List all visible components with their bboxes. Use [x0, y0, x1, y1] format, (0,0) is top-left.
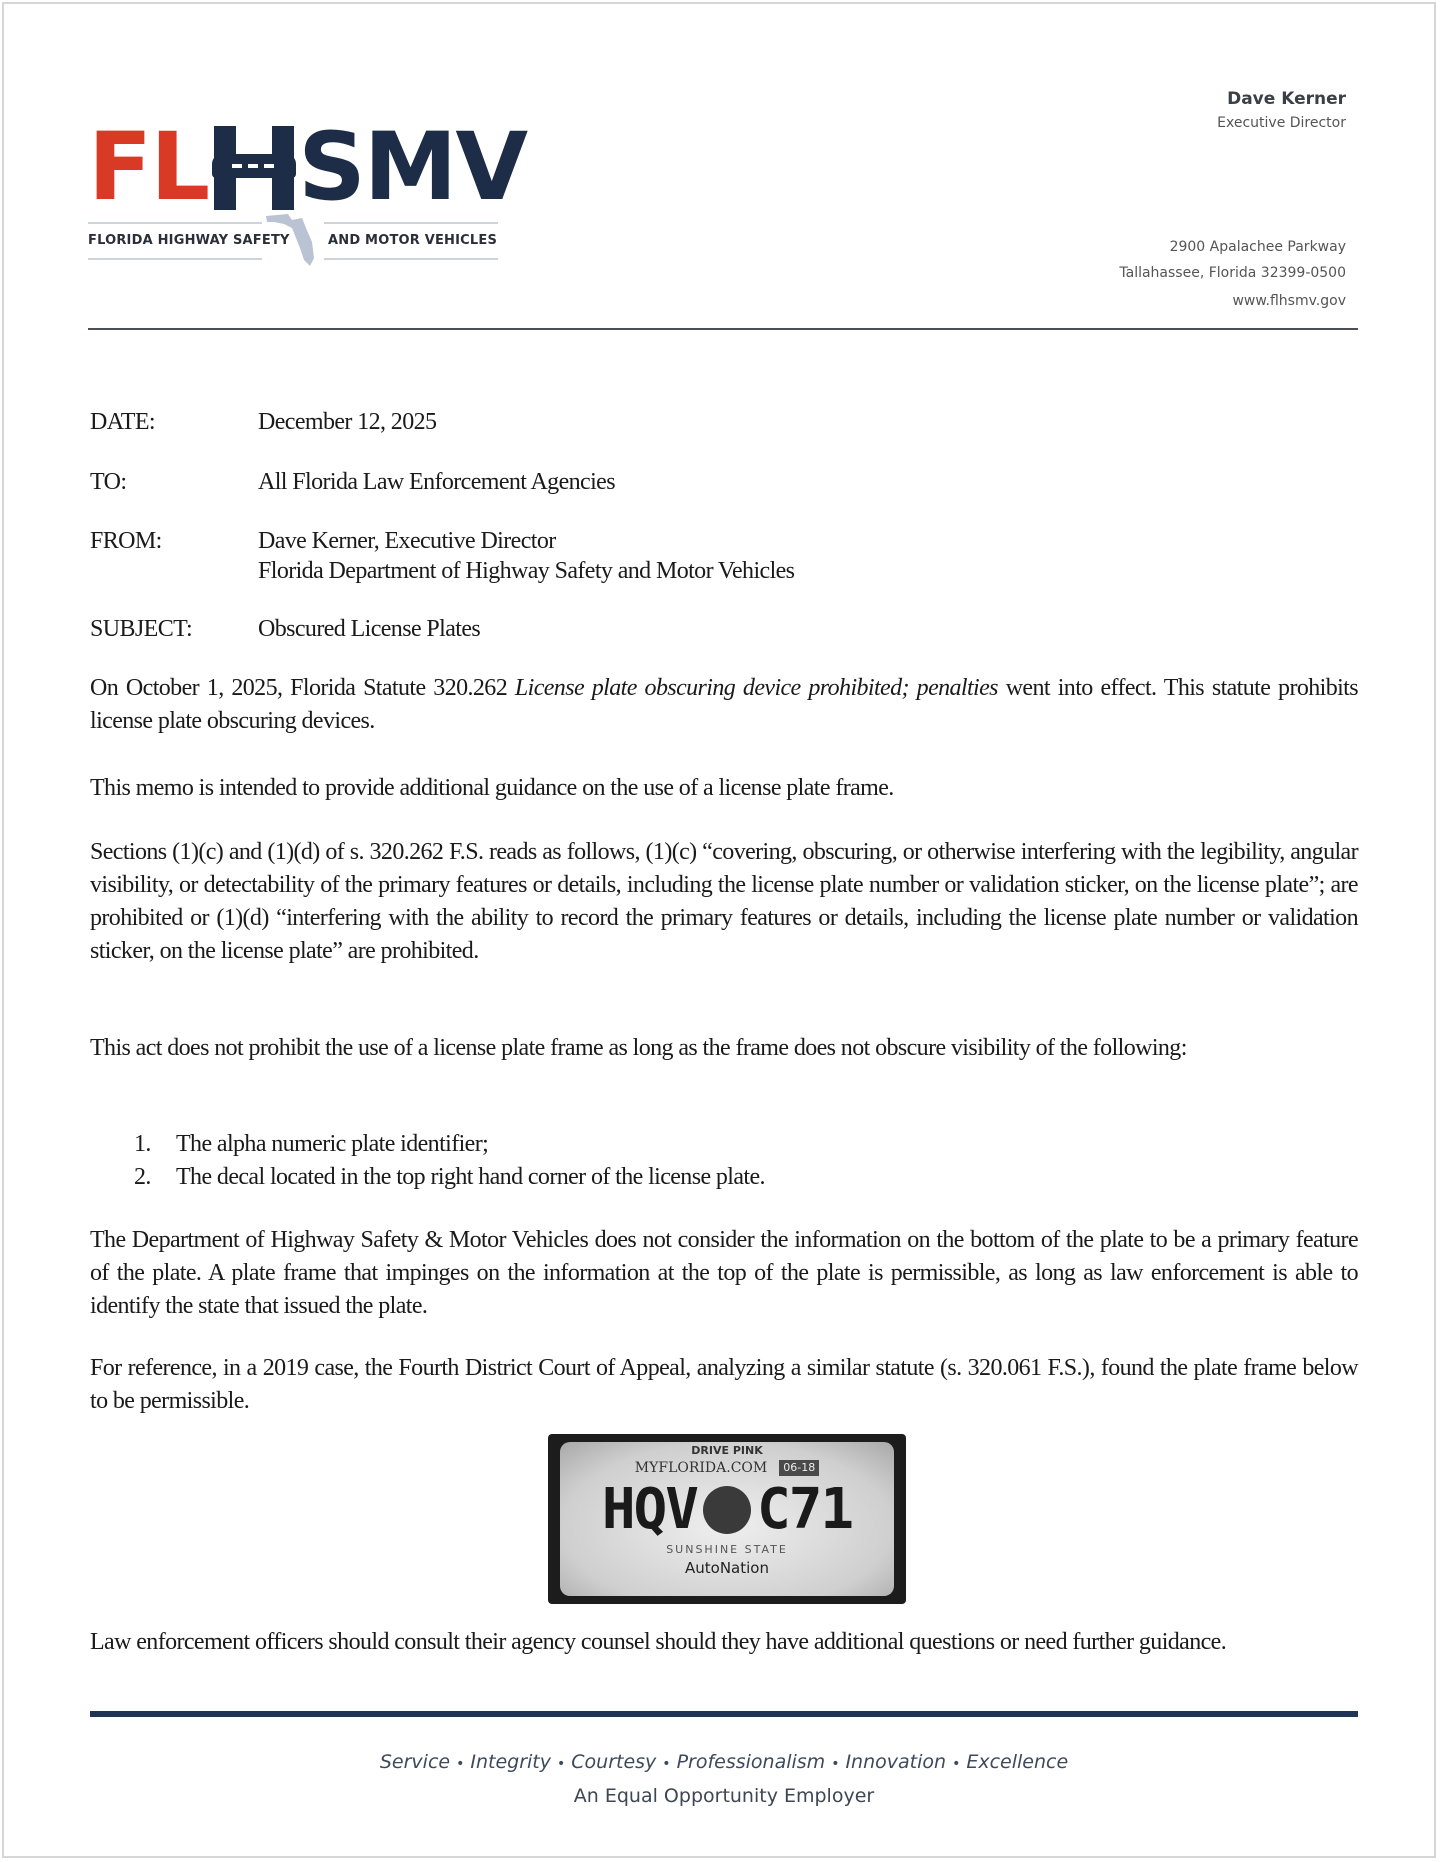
plate-number-left: HQV [601, 1477, 697, 1542]
plate-number-right: C71 [757, 1477, 853, 1542]
core-values [4, 1750, 1440, 1776]
bullet-separator: • [662, 1756, 671, 1772]
core-value-integrity: Integrity [470, 1751, 551, 1773]
bullet-separator: • [557, 1756, 566, 1772]
director-name: Dave Kerner [1227, 89, 1346, 109]
core-value-service: Service [379, 1751, 451, 1773]
address-line-1: 2900 Apalachee Parkway [1169, 239, 1346, 255]
logo-letters-fl: FL [88, 113, 209, 222]
list-number: 2. [134, 1164, 151, 1190]
paragraph-frame-allowed: This act does not prohibit the use of a license plate frame as long as the frame does not obscure visibility of the following: [90, 1035, 1187, 1061]
subject-value: Obscured License Plates [258, 616, 481, 642]
paragraph-purpose: This memo is intended to provide additional guidance on the use of a license plate frame. [90, 775, 894, 801]
paragraph-text: On October 1, 2025, Florida Statute 320.262 [90, 675, 515, 701]
list-item [134, 1128, 765, 1161]
logo-subtitle-right: AND MOTOR VEHICLES [328, 233, 498, 248]
logo-highway-h-icon [214, 126, 294, 210]
statute-title: License plate obscuring device prohibited; penalties [514, 675, 998, 701]
core-value-professionalism: Professionalism [676, 1751, 826, 1773]
bullet-separator: • [456, 1756, 465, 1772]
from-value-line-2: Florida Department of Highway Safety and Motor Vehicles [258, 558, 795, 584]
header-divider [88, 328, 1358, 330]
subject-label: SUBJECT: [90, 616, 193, 642]
equal-opportunity-statement: An Equal Opportunity Employer [573, 1785, 875, 1807]
logo-wordmark [88, 113, 527, 222]
logo-subtitle-left: FLORIDA HIGHWAY SAFETY [88, 233, 290, 248]
plate-top-text: DRIVE PINK [691, 1444, 763, 1457]
plate-site-text: MYFLORIDA.COM [634, 1460, 768, 1476]
date-value: December 12, 2025 [258, 409, 437, 435]
website-link[interactable]: www.flhsmv.gov [1232, 293, 1346, 309]
orange-icon [703, 1486, 751, 1534]
bullet-separator: • [831, 1756, 840, 1772]
core-value-excellence: Excellence [966, 1751, 1069, 1773]
flhsmv-logo [88, 113, 527, 272]
license-plate-image [548, 1434, 906, 1604]
core-value-courtesy: Courtesy [571, 1751, 657, 1773]
memo-page [2, 2, 1436, 1858]
footer-divider [90, 1711, 1358, 1717]
logo-divider [324, 222, 498, 224]
from-label: FROM: [90, 528, 162, 554]
plate-site-row [560, 1458, 894, 1478]
paragraph-statute-effective [90, 672, 1358, 738]
core-value-innovation: Innovation [845, 1751, 947, 1773]
paragraph-sections: Sections (1)(c) and (1)(d) of s. 320.262 F.S. reads as follows, (1)(c) “covering, obscuring, or otherwise interfering with the legibility, angular visibility, or detectability of the primary features or details, including the license plate number or validation sticker, on the license plate”; are prohibited or (1)(d) “interfering with the ability to record the primary features or details, including the license plate number or validation sticker, on the license plate” are prohibited. [90, 839, 1358, 964]
list-number: 1. [134, 1131, 151, 1157]
plate-motto: SUNSHINE STATE [666, 1543, 788, 1556]
logo-subtitle [88, 232, 498, 250]
plate-decal: 06-18 [779, 1460, 819, 1476]
requirements-list [134, 1128, 765, 1194]
list-text: The alpha numeric plate identifier; [176, 1131, 489, 1157]
plate-number [560, 1478, 894, 1542]
list-text: The decal located in the top right hand corner of the license plate. [176, 1164, 765, 1190]
to-label: TO: [90, 469, 127, 495]
list-item [134, 1161, 765, 1194]
logo-letters-smv: SMV [298, 113, 527, 222]
date-label: DATE: [90, 409, 155, 435]
from-value: Dave Kerner, Executive Director [258, 528, 556, 554]
address-line-2: Tallahassee, Florida 32399-0500 [1119, 265, 1346, 281]
paragraph-court-reference: For reference, in a 2019 case, the Fourth District Court of Appeal, analyzing a similar statute (s. 320.061 F.S.), found the plate frame below to be permissible. [90, 1355, 1358, 1414]
logo-divider [88, 222, 262, 224]
paragraph-text: went into effect. This statute prohibits license plate obscuring devices. [90, 675, 1358, 734]
director-title: Executive Director [1217, 115, 1346, 131]
logo-divider [324, 258, 498, 260]
paragraph-closing: Law enforcement officers should consult their agency counsel should they have additional questions or need further guidance. [90, 1629, 1227, 1655]
plate-frame-dealer: AutoNation [685, 1559, 769, 1577]
paragraph-department-position: The Department of Highway Safety & Motor Vehicles does not consider the information on the bottom of the plate to be a primary feature of the plate. A plate frame that impinges on the information at the top of the plate is permissible, as long as law enforcement is able to identify the state that issued the plate. [90, 1227, 1358, 1319]
logo-divider [88, 258, 262, 260]
bullet-separator: • [952, 1756, 961, 1772]
to-value: All Florida Law Enforcement Agencies [258, 469, 615, 495]
